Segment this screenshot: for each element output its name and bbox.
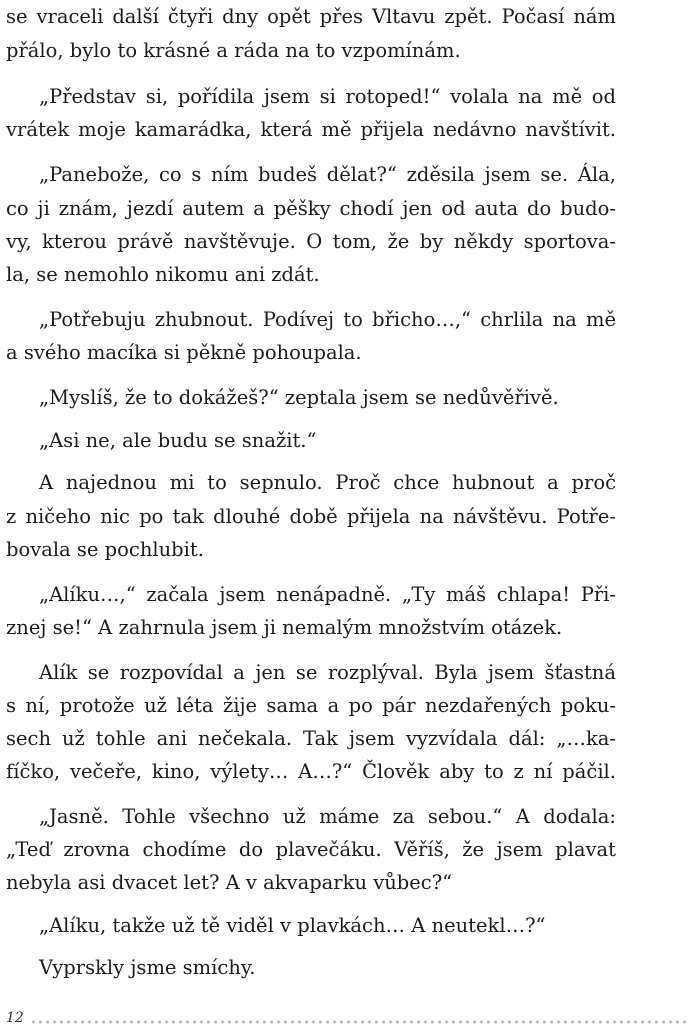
- text-line: přálo, bylo to krásné a ráda na to vzpomínám.: [6, 39, 461, 62]
- text-line: la, se nemohlo nikomu ani zdát.: [6, 263, 320, 286]
- text-line: vy, kterou právě navštěvuje. O tom, že by někdy sportova-: [6, 230, 616, 253]
- paragraph-first-line: „Alíku…,“ začala jsem nenápadně. „Ty máš chlapa! Při-: [39, 583, 616, 606]
- paragraph-first-line: Vyprskly jsme smíchy.: [39, 956, 256, 979]
- text-line: fíčko, večeře, kino, výlety… A…?“ Člověk aby to z ní páčil.: [6, 760, 616, 783]
- paragraph-first-line: „Panebože, co s ním budeš dělat?“ zděsila jsem se. Ála,: [39, 163, 616, 186]
- page-footer: [0, 1006, 690, 1030]
- paragraph-first-line: „Alíku, takže už tě viděl v plavkách… A neutekl…?“: [39, 914, 546, 937]
- text-line: „Teď zrovna chodíme do plavečáku. Věříš, že jsem plavat: [6, 838, 616, 861]
- text-line: a svého macíka si pěkně pohoupala.: [6, 341, 362, 364]
- paragraph-first-line: Alík se rozpovídal a jen se rozplýval. Byla jsem šťastná: [39, 661, 616, 684]
- text-line: s ní, protože už léta žije sama a po pár nezdařených poku-: [6, 694, 616, 717]
- paragraph-first-line: „Myslíš, že to dokážeš?“ zeptala jsem se nedůvěřivě.: [39, 386, 559, 409]
- text-line: sech už tohle ani nečekala. Tak jsem vyzvídala dál: „…ka-: [6, 727, 616, 750]
- text-line: bovala se pochlubit.: [6, 538, 204, 561]
- paragraph-first-line: „Potřebuju zhubnout. Podívej to břicho…,“ chrlila na mě: [39, 308, 616, 331]
- paragraph-first-line: „Jasně. Tohle všechno už máme za sebou.“ A dodala:: [39, 805, 616, 828]
- text-line: se vraceli další čtyři dny opět přes Vltavu zpět. Počasí nám: [6, 5, 616, 28]
- text-line: vrátek moje kamarádka, která mě přijela nedávno navštívit.: [6, 118, 616, 141]
- dotted-rule: [30, 1020, 690, 1024]
- paragraph-first-line: „Představ si, pořídila jsem si rotoped!“ volala na mě od: [39, 85, 616, 108]
- text-line: co ji znám, jezdí autem a pěšky chodí jen od auta do budo-: [6, 197, 616, 220]
- page-number: 12: [6, 1010, 24, 1026]
- paragraph-first-line: A najednou mi to sepnulo. Proč chce hubnout a proč: [39, 471, 616, 494]
- text-line: nebyla asi dvacet let? A v akvaparku vůbec?“: [6, 871, 453, 894]
- paragraph-first-line: „Asi ne, ale budu se snažit.“: [39, 429, 317, 452]
- text-line: z ničeho nic po tak dlouhé době přijela na návštěvu. Potře-: [6, 505, 616, 528]
- text-line: znej se!“ A zahrnula jsem ji nemalým množstvím otázek.: [6, 616, 563, 639]
